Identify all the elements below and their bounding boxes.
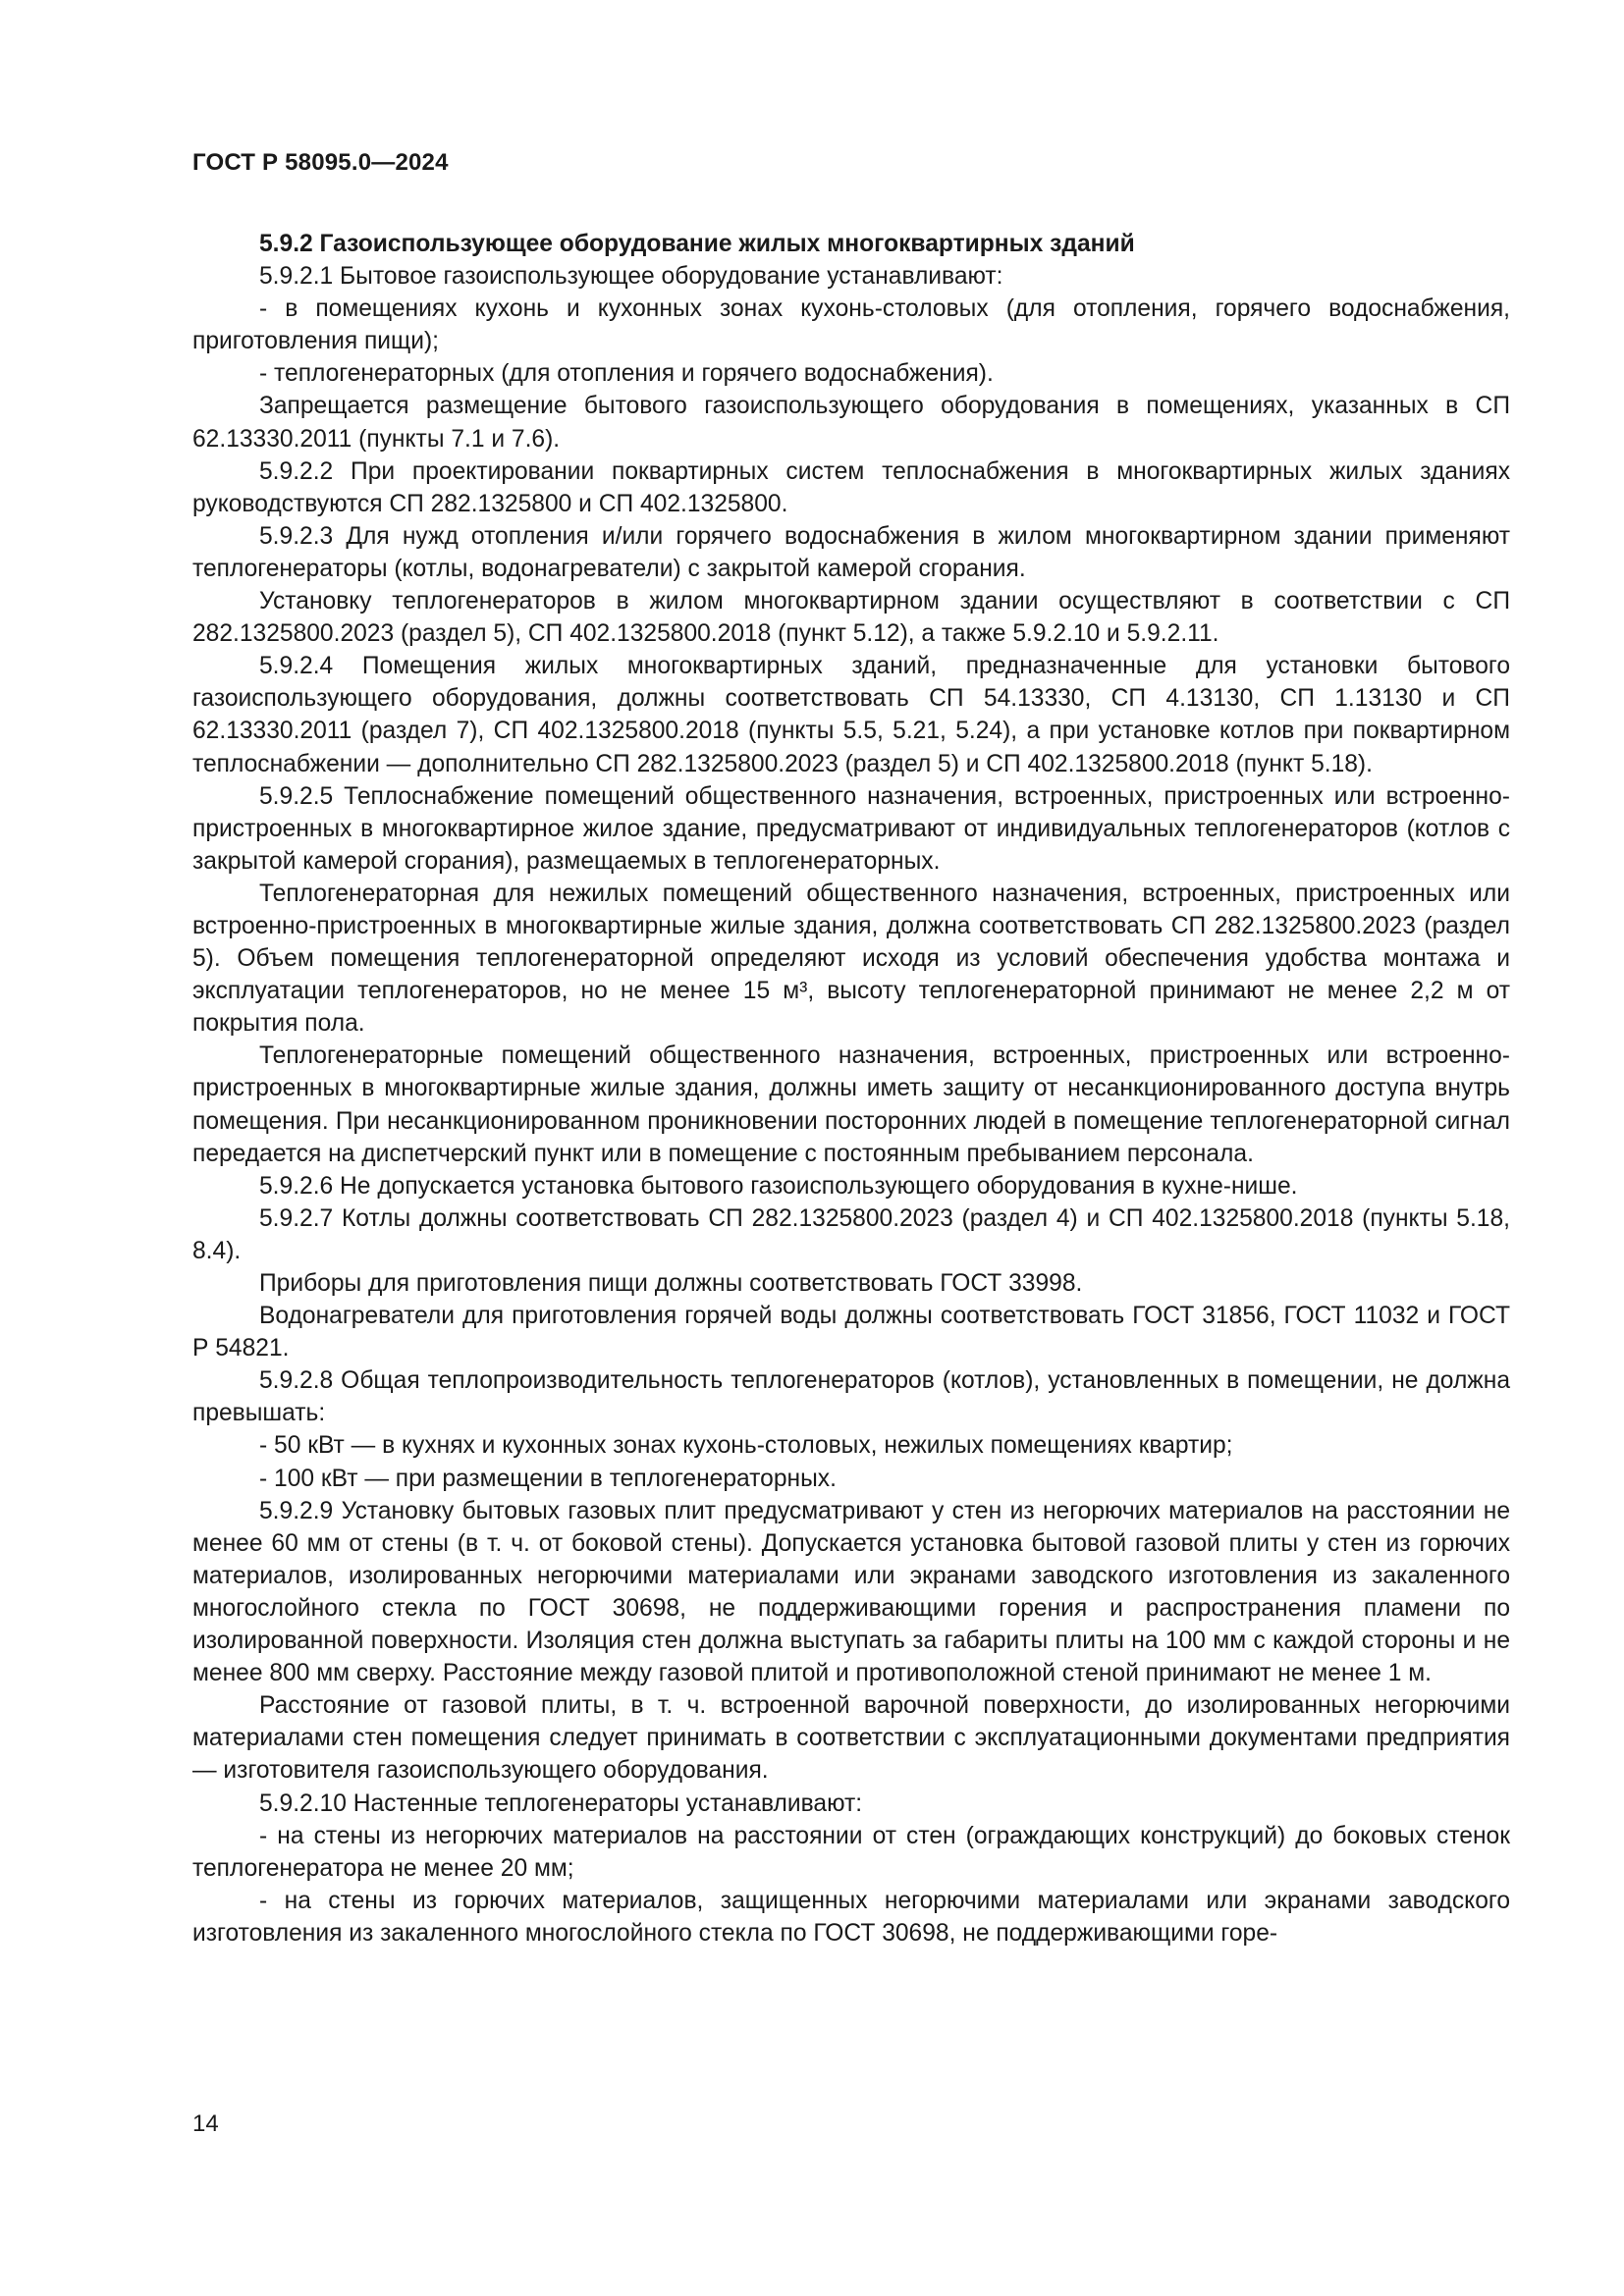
page-number: 14	[192, 2110, 219, 2137]
paragraph: - на стены из негорючих материалов на расстоянии от стен (ограждающих конструкций) до боковых стенок теплогенератора не менее 20 мм;	[192, 1822, 1510, 1882]
paragraph: Запрещается размещение бытового газоиспользующего оборудования в помещениях, указанных в СП 62.13330.2011 (пункты 7.1 и 7.6).	[192, 393, 1510, 453]
paragraph: - теплогенераторных (для отопления и горячего водоснабжения).	[259, 360, 994, 388]
paragraph: 5.9.2.10 Настенные теплогенераторы устанавливают:	[259, 1789, 863, 1817]
section-title: 5.9.2 Газоиспользующее оборудование жилых многоквартирных зданий	[259, 231, 1135, 257]
paragraph: - 50 кВт — в кухнях и кухонных зонах кухонь-столовых, нежилых помещениях квартир;	[259, 1432, 1233, 1460]
paragraph: 5.9.2.2 При проектировании поквартирных систем теплоснабжения в многоквартирных жилых зданиях руководствуются СП 282.1325800 и СП 402.1325800.	[192, 457, 1510, 517]
paragraph: 5.9.2.1 Бытовое газоиспользующее оборудование устанавливают:	[259, 263, 1003, 291]
paragraph: - 100 кВт — при размещении в теплогенераторных.	[259, 1465, 837, 1492]
paragraph: Теплогенераторная для нежилых помещений общественного назначения, встроенных, пристроенных или встроенно-пристроенных в многоквартирные жилые здания, должна соответствовать СП 282.1325800.2023 (раздел 5). Объем помещения теплогенераторной определяют исходя из условий обеспечения удобства монтажа и эксплуатации теплогенераторов, но не менее 15 м³, высоту теплогенераторной принимают не менее 2,2 м от покрытия пола.	[192, 880, 1510, 1038]
paragraph: - на стены из горючих материалов, защищенных негорючими материалами или экранами заводского изготовления из закаленного многослойного стекла по ГОСТ 30698, не поддерживающими горе-	[192, 1887, 1510, 1947]
paragraph: 5.9.2.7 Котлы должны соответствовать СП 282.1325800.2023 (раздел 4) и СП 402.1325800.2018 (пункты 5.18, 8.4).	[192, 1204, 1510, 1264]
document-body	[192, 228, 1510, 1949]
paragraph: 5.9.2.5 Теплоснабжение помещений общественного назначения, встроенных, пристроенных или встроенно-пристроенных в многоквартирное жилое здание, предусматривают от индивидуальных теплогенераторов (котлов с закрытой камерой сгорания), размещаемых в теплогенераторных.	[192, 782, 1510, 875]
paragraph: 5.9.2.9 Установку бытовых газовых плит предусматривают у стен из негорючих материалов на расстоянии не менее 60 мм от стены (в т. ч. от боковой стены). Допускается установка бытовой газовой плиты у стен из горючих материалов, изолированных негорючими материалами или экранами заводского изготовления из закаленного многослойного стекла по ГОСТ 30698, не поддерживающими горения и распространения пламени по изолированной поверхности. Изоляция стен должна выступать за габариты плиты на 100 мм с каждой стороны и не менее 800 мм сверху. Расстояние между газовой плитой и противоположной стеной принимают не менее 1 м.	[192, 1497, 1510, 1687]
paragraph: Теплогенераторные помещений общественного назначения, встроенных, пристроенных или встроенно-пристроенных в многоквартирные жилые здания, должны иметь защиту от несанкционированного доступа внутрь помещения. При несанкционированном проникновении посторонних людей в помещение теплогенераторной сигнал передается на диспетчерский пункт или в помещение с постоянным пребыванием персонала.	[192, 1042, 1510, 1167]
paragraph: 5.9.2.3 Для нужд отопления и/или горячего водоснабжения в жилом многоквартирном здании применяют теплогенераторы (котлы, водонагреватели) с закрытой камерой сгорания.	[192, 522, 1510, 582]
paragraph: 5.9.2.4 Помещения жилых многоквартирных зданий, предназначенные для установки бытового газоиспользующего оборудования, должны соответствовать СП 54.13330, СП 4.13130, СП 1.13130 и СП 62.13330.2011 (раздел 7), СП 402.1325800.2018 (пункты 5.5, 5.21, 5.24), а при установке котлов при поквартирном теплоснабжении — дополнительно СП 282.1325800.2023 (раздел 5) и СП 402.1325800.2018 (пункт 5.18).	[192, 653, 1510, 777]
paragraph: 5.9.2.8 Общая теплопроизводительность теплогенераторов (котлов), установленных в помещении, не должна превышать:	[192, 1367, 1510, 1427]
paragraph: Приборы для приготовления пищи должны соответствовать ГОСТ 33998.	[259, 1270, 1083, 1297]
paragraph: 5.9.2.6 Не допускается установка бытового газоиспользующего оборудования в кухне-нише.	[259, 1172, 1298, 1200]
paragraph: - в помещениях кухонь и кухонных зонах кухонь-столовых (для отопления, горячего водоснабжения, приготовления пищи);	[192, 295, 1510, 355]
paragraph: Установку теплогенераторов в жилом многоквартирном здании осуществляют в соответствии с СП 282.1325800.2023 (раздел 5), СП 402.1325800.2018 (пункт 5.12), а также 5.9.2.10 и 5.9.2.11.	[192, 588, 1510, 648]
paragraph: Расстояние от газовой плиты, в т. ч. встроенной варочной поверхности, до изолированных негорючими материалами стен помещения следует принимать в соответствии с эксплуатационными документами предприятия — изготовителя газоиспользующего оборудования.	[192, 1692, 1510, 1785]
paragraph: Водонагреватели для приготовления горячей воды должны соответствовать ГОСТ 31856, ГОСТ 11032 и ГОСТ Р 54821.	[192, 1303, 1510, 1362]
document-code-header: ГОСТ Р 58095.0—2024	[192, 149, 449, 176]
